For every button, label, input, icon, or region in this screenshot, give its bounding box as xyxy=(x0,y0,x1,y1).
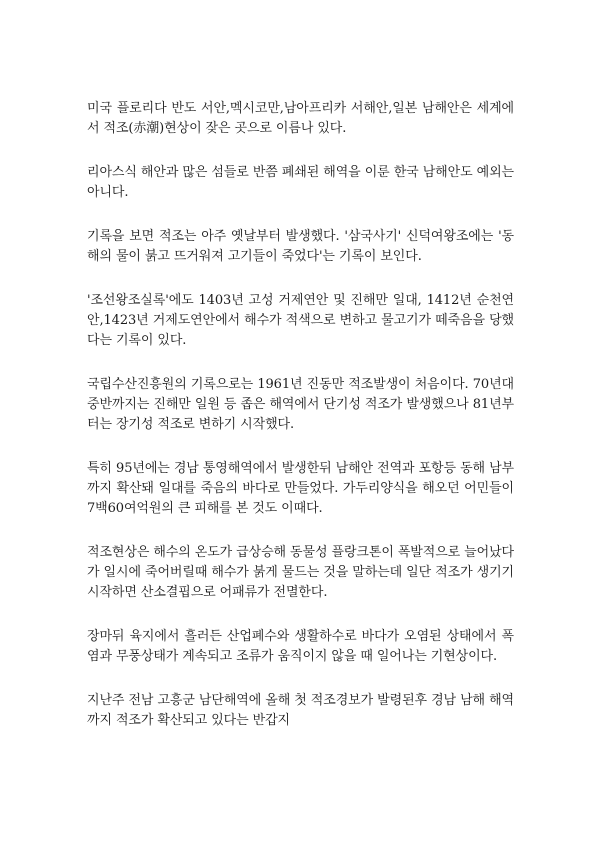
article-body xyxy=(87,99,514,731)
paragraph: 적조현상은 해수의 온도가 급상승해 동물성 플랑크톤이 폭발적으로 늘어났다가 일시에 죽어버릴때 해수가 붉게 물드는 것을 말하는데 일단 적조가 생기기 시작하면 산소결핍으로 어패류가 전멸한다. xyxy=(87,545,514,600)
paragraph: 미국 플로리다 반도 서안,멕시코만,남아프리카 서해안,일본 남해안은 세계에서 적조(赤潮)현상이 잦은 곳으로 이름나 있다. xyxy=(87,101,514,136)
paragraph: 지난주 전남 고흥군 남단해역에 올해 첫 적조경보가 발령된후 경남 남해 해역까지 적조가 확산되고 있다는 반갑지 xyxy=(87,693,514,728)
paragraph: 국립수산진흥원의 기록으로는 1961년 진동만 적조발생이 처음이다. 70년대 중반까지는 진해만 일원 등 좁은 해역에서 단기성 적조가 발생했으나 81년부터는 장기성 적조로 변하기 시작했다. xyxy=(87,377,514,432)
paragraph: 장마뒤 육지에서 흘러든 산업폐수와 생활하수로 바다가 오염된 상태에서 폭염과 무풍상태가 계속되고 조류가 움직이지 않을 때 일어나는 기현상이다. xyxy=(87,629,514,664)
paragraph: 리아스식 해안과 많은 섬들로 반쯤 폐쇄된 해역을 이룬 한국 남해안도 예외는 아니다. xyxy=(87,165,514,200)
paragraph: 기록을 보면 적조는 아주 옛날부터 발생했다. '삼국사기' 신덕여왕조에는 '동해의 물이 붉고 뜨거워져 고기들이 죽었다'는 기록이 보인다. xyxy=(87,229,514,264)
paragraph: 특히 95년에는 경남 통영해역에서 발생한뒤 남해안 전역과 포항등 동해 남부까지 확산돼 일대를 죽음의 바다로 만들었다. 가두리양식을 해오던 어민들이 7백60여억원의 큰 피해를 본 것도 이때다. xyxy=(87,461,514,516)
paragraph: '조선왕조실록'에도 1403년 고성 거제연안 및 진해만 일대, 1412년 순천연안,1423년 거제도연안에서 해수가 적색으로 변하고 물고기가 떼죽음을 당했다는 기록이 있다. xyxy=(87,293,514,348)
